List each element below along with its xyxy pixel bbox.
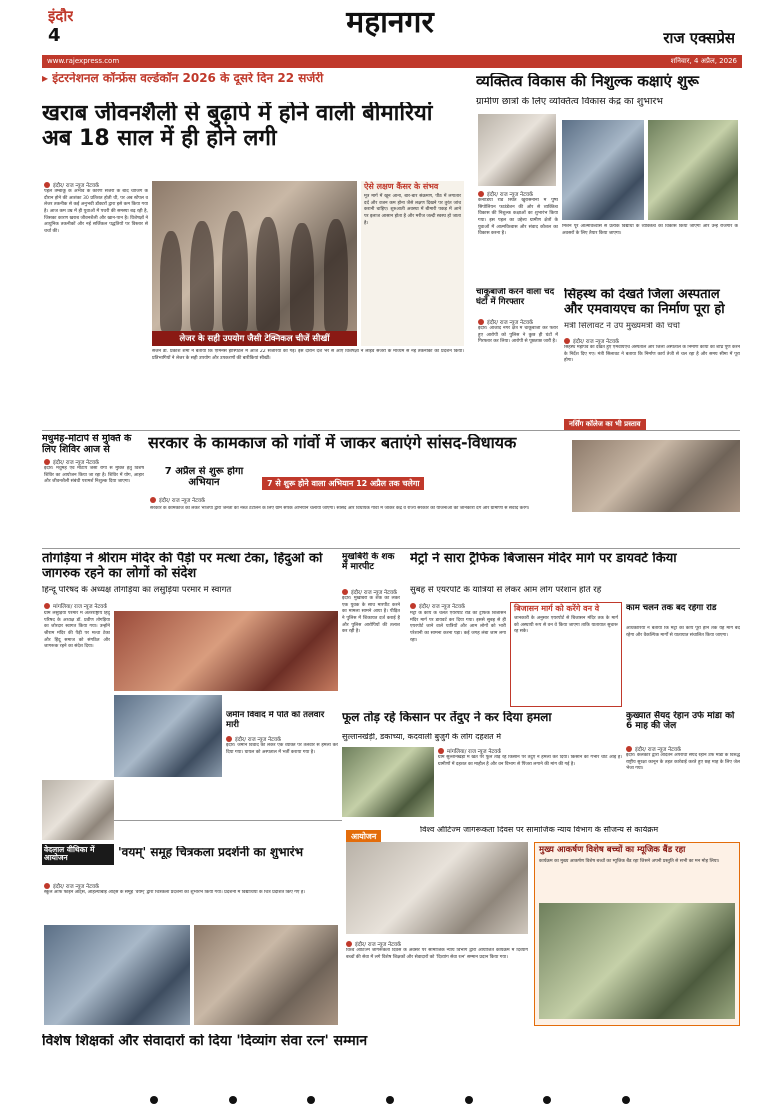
farmer-headline: फूल तोड़ रहे किसान पर तेंदुए ने कर दिया हमला xyxy=(342,711,552,724)
personality-photo-3 xyxy=(648,120,738,220)
obesity-byline-text: इंदौर/ राज न्यूज नेटवर्क xyxy=(53,460,100,466)
togadia-byline-text: मांगलिया/ राज न्यूज नेटवर्क xyxy=(53,604,108,610)
personality-headline: व्यक्तित्व विकास की निशुल्क कक्षाएं शुरू xyxy=(476,73,699,90)
mukhbiri-byline xyxy=(342,588,397,596)
lead-byline-text: इंदौर/ राज न्यूज नेटवर्क xyxy=(53,183,100,189)
issue-date: शनिवार, 4 अप्रैल, 2026 xyxy=(670,57,737,65)
hospital-body: सिंहस्थ महापर्व को देखते हुए एमवायएच अस्पताल और जिला अस्पताल के निर्माण कार्यों को शीघ्र पूर्ण करने के निर्देश दिए गए। मंत्री सिलावट ने बताया कि निर्माण कार्य तेजी से चल रहा है और समय सीमा में पूरा होगा। xyxy=(564,345,740,364)
personality-subhead: ग्रामीण छात्रों के लिए व्यक्तित्व विकास केंद्र का शुभारंभ xyxy=(476,97,663,107)
metro-box-heading: बिजासन मार्ग को करेंगे वन वे xyxy=(514,604,600,613)
govt-callout: 7 अप्रैल से शुरू होगा अभियान xyxy=(164,466,244,489)
aayojan-kicker: विश्व ऑटिज्म जागरूकता दिवस पर सामाजिक न्याय विभाग के सौजन्य से कार्यक्रम xyxy=(420,826,659,834)
obesity-byline xyxy=(44,458,99,466)
chain-body: इंदौर। आजाद नगर क्षेत्र में चाकूबाजी कर फरार हुए आरोपी को पुलिस ने कुछ ही घंटों में गिरफ्तार कर लिया। आरोपी से पूछताछ जारी है। xyxy=(478,326,558,345)
hospital-byline-text: इंदौर/ राज न्यूज नेटवर्क xyxy=(573,339,620,345)
chain-byline xyxy=(478,318,533,326)
masthead-bar xyxy=(42,55,742,68)
metro-byline xyxy=(410,602,465,610)
lead-photo-caption: लेजर के सही उपयोग जैसी टेक्निकल चीजें सीखीं xyxy=(152,331,357,346)
metro-body: मेट्रो के कार्य के चलते एयरपोर्ट रोड का ट्रैफिक बिजासन मंदिर मार्ग पर डायवर्ट कर दिया गया। इससे सुबह से ही एयरपोर्ट जाने वाले यात्रियों और आम लोगों को भारी परेशानी का सामना करना पड़ा। कई जगह लंबा जाम लगा रहा। xyxy=(410,611,506,643)
kusumwa-byline xyxy=(626,745,681,753)
website-link[interactable]: www.rajexpress.com xyxy=(47,57,120,65)
chain-headline: चाकूबाजी करने वाला चंद घंटों में गिरफ्तार xyxy=(476,288,555,307)
farmer-subhead: सुल्तानखेड़ी, डकाच्या, कदवाली बुजुर्ग के लोग दहशत में xyxy=(342,733,502,741)
land-byline xyxy=(226,735,281,743)
govt-byline xyxy=(150,496,205,504)
lead-kicker: ▸ इंटरनेशनल कॉन्फ्रेंस वर्ल्डकॉन 2026 के दूसरे दिन 22 सर्जरी xyxy=(42,72,324,85)
mukhbiri-body: इंदौर। मुखबिरी के शक को लेकर एक युवक के साथ मारपीट करने का मामला सामने आया है। पीड़ित ने पुलिस में शिकायत दर्ज कराई है और पुलिस आरोपियों की तलाश कर रही है। xyxy=(342,596,400,635)
aayojan-headline: विशेष शिक्षकों और सेवादारों को दिया 'दिव्यांग सेवा रत्न' सम्मान xyxy=(42,1034,368,1049)
personality-byline xyxy=(478,190,533,198)
page-number: 4 xyxy=(48,26,61,46)
land-headline: जमीन विवाद में पति को तलवार मारी xyxy=(226,711,325,730)
aayojan-tag-text: आयोजन xyxy=(346,830,381,843)
personality-byline-text: इंदौर/ राज न्यूज नेटवर्क xyxy=(487,192,534,198)
vayam-byline xyxy=(44,882,99,890)
govt-byline-text: इंदौर/ राज न्यूज नेटवर्क xyxy=(159,498,206,504)
hospital-tag xyxy=(564,411,646,430)
aayojan-box xyxy=(534,842,740,1026)
aayojan-box-heading: मुख्य आकर्षण विशेष बच्चों का म्यूजिक बैंड रहा xyxy=(539,845,686,855)
metro-side-heading: काम चलने तक बंद रहेगा रोड xyxy=(626,604,717,613)
aayojan-byline-text: इंदौर/ राज न्यूज नेटवर्क xyxy=(355,942,402,948)
obesity-body: इंदौर। मधुमेह एवं मोटापे जैसी रोगों से मुक्ति हेतु विशेष शिविर का आयोजन किया जा रहा है। शिविर में योग, आहार और जीवनशैली संबंधी परामर्श निशुल्क दिया जाएगा। xyxy=(44,466,144,485)
lead-kicker-text: इंटरनेशनल कॉन्फ्रेंस वर्ल्डकॉन 2026 के दूसरे दिन 22 सर्जरी xyxy=(52,72,324,85)
section-title: महानगर xyxy=(346,6,434,40)
hospital-subhead: मंत्री सिलावट ने उप मुख्यमंत्री की चर्चा xyxy=(564,322,681,331)
metro-box-body: जानकारी के अनुसार एयरपोर्ट से बिजासन मंदिर तक के मार्ग को अस्थायी रूप से वन वे किया जाएगा ताकि यातायात सुचारू रह सके। xyxy=(514,615,618,635)
kusumwa-headline: कुख्यात सैयद रेहान उर्फ मांडा को 6 माह की जेल xyxy=(626,711,735,732)
metro-subhead: सुबह से एयरपोर्ट के यात्रियों से लेकर आम लोग परेशान होते रहे xyxy=(410,586,602,595)
vayam-photo xyxy=(42,780,114,840)
land-body: इंदौर। जमीन विवाद को लेकर एक व्यक्ति पर तलवार से हमला कर दिया गया। घायल को अस्पताल में भर्ती कराया गया है। xyxy=(226,743,338,755)
togadia-byline xyxy=(44,602,107,610)
vayam-tag xyxy=(42,844,114,865)
vayam-headline: 'वयम्' समूह चित्रकला प्रदर्शनी का शुभारंभ xyxy=(118,846,304,859)
togadia-body: ग्राम लसुड़िया परमार में अंतरराष्ट्रीय हिंदू परिषद के अध्यक्ष डॉ. प्रवीण तोगड़िया का जोरदार स्वागत किया गया। उन्होंने श्रीराम मंदिर की पैड़ी पर मत्था टेका और हिंदू समाज को संगठित और जागरूक रहने का संदेश दिया। xyxy=(44,611,110,650)
aayojan-box-photo xyxy=(539,903,735,1019)
lead-sidebox xyxy=(361,181,464,346)
personality-photo-1 xyxy=(478,114,556,186)
mukhbiri-byline-text: इंदौर/ राज न्यूज नेटवर्क xyxy=(351,590,398,596)
metro-headline: मेट्रो ने सारा ट्रैफिक बिजासन मंदिर मार्ग पर डायवर्ट किया xyxy=(410,552,677,566)
city-label: इंदौर xyxy=(48,8,74,25)
metro-side-body: अधिकारियों ने बताया कि मेट्रो का कार्य पूरा होने तक यह मार्ग बंद रहेगा और वैकल्पिक मार्गों से यातायात संचालित किया जाएगा। xyxy=(626,626,740,638)
hospital-byline xyxy=(564,337,619,345)
masthead xyxy=(0,0,778,62)
vayam-tag-text: वेदलाल वीथिका में आयोजन xyxy=(44,845,95,863)
personality-body-2: मिशन पूरे आत्मविश्वास से प्रत्येक विद्यार्थी के व्यक्तित्व का विकास किया जाएगा और उन्हें रोजगार के अवसरों के लिए तैयार किया जाएगा। xyxy=(562,224,738,236)
aayojan-body: विश्व ऑटिज्म जागरूकता दिवस के अवसर पर सामाजिक न्याय विभाग द्वारा आयोजित कार्यक्रम में दिव्यांग बच्चों की सेवा में लगे विशेष शिक्षकों और सेवादारों को 'दिव्यांग सेवा रत्न' सम्मान प्रदान किया गया। xyxy=(346,948,528,960)
govt-sub-badge xyxy=(262,471,562,490)
togadia-headline: तोगड़िया ने श्रीराम मंदिर की पैड़ी पर मत्था टेका, हिंदुओं को जागरुक रहने का लोगों को संदेश xyxy=(42,552,323,581)
farmer-byline xyxy=(438,747,501,755)
govt-sub-badge-text: 7 से शुरू होने वाला अभियान 12 अप्रैल तक चलेगा xyxy=(262,477,424,490)
farmer-photo xyxy=(342,747,434,817)
vayam-photo-2 xyxy=(44,925,190,1025)
metro-byline-text: इंदौर/ राज न्यूज नेटवर्क xyxy=(419,604,466,610)
chain-byline-text: इंदौर/ राज न्यूज नेटवर्क xyxy=(487,320,534,326)
land-photo xyxy=(114,695,222,777)
lead-body-2: सर्जन डॉ. प्रकाश शर्मा ने बताया कि एमिनेंस हॉस्पिटल में आज 22 सर्जरियां की गईं। इस दौरान देश भर से आए विशेषज्ञों ने लाइव सर्जरी के माध्यम से नई तकनीकों का प्रदर्शन किया। प्रतिभागियों ने लेजर के सही उपयोग और उपकरणों की बारीकियां सीखीं। xyxy=(152,349,464,361)
lead-photo xyxy=(152,181,357,346)
personality-photo-2 xyxy=(562,120,644,220)
brand-name: राज एक्सप्रेस xyxy=(663,30,735,47)
govt-headline: सरकार के कामकाज को गांवों में जाकर बताएंगे सांसद-विधायक xyxy=(148,434,517,452)
footer-registration-marks xyxy=(150,1096,630,1104)
hospital-tag-text: नर्सिंग कॉलेज का भी प्रस्ताव xyxy=(564,419,646,430)
personality-body: कनाडिया रोड स्थित खुरासनीनी में पुष्प सिपोलियन फाउंडेशन की ओर से व्यक्तित्व विकास की निशुल्क कक्षाओं का शुभारंभ किया गया। इस पहल का उद्देश्य ग्रामीण क्षेत्रों के युवाओं में आत्मविश्वास और संवाद कौशल का विकास करना है। xyxy=(478,198,558,237)
farmer-byline-text: मांगलिया/ राज न्यूज नेटवर्क xyxy=(447,749,502,755)
kusumwa-byline-text: इंदौर/ राज न्यूज नेटवर्क xyxy=(635,747,682,753)
lead-side-body: मूत्र मार्ग में खून आना, बार-बार संक्रमण, पीठ में लगातार दर्द और वजन कम होना जैसे लक्षण दिखने पर तुरंत जांच करानी चाहिए। शुरुआती अवस्था में बीमारी पकड़ में आने पर इलाज आसान होता है और मरीज जल्दी स्वस्थ हो जाता है। xyxy=(364,193,461,226)
lead-headline: खराब जीवनशैली से बुढ़ापे में होने वाली बीमारियां अब 18 साल में ही होने लगी xyxy=(42,102,433,151)
metro-box xyxy=(510,602,622,707)
togadia-subhead: हिन्दू परिषद के अध्यक्ष तोगड़िया का लसुड़िया परमार में स्वागत xyxy=(42,586,232,595)
aayojan-box-body: कार्यक्रम का मुख्य आकर्षण विशेष बच्चों का म्यूजिक बैंड रहा जिसने अपनी प्रस्तुति से सभी का मन मोह लिया। xyxy=(539,858,720,864)
togadia-photo xyxy=(114,611,338,691)
kusumwa-body: इंदौर। कलेक्टर द्वारा आदतन अपराधी सैयद रेहान उर्फ मांडा के विरुद्ध राष्ट्रीय सुरक्षा कानून के तहत कार्रवाई करते हुए छह माह के लिए जेल भेजा गया। xyxy=(626,753,740,772)
aayojan-photo xyxy=(346,842,528,934)
aayojan-byline xyxy=(346,940,401,948)
aayojan-tag xyxy=(346,824,381,843)
vayam-byline-text: इंदौर/ राज न्यूज नेटवर्क xyxy=(53,884,100,890)
hospital-headline: सिंहस्थ को देखते जिला अस्पताल और एमवायएच का निर्माण पूरा हो xyxy=(564,288,725,317)
vayam-photo-3 xyxy=(194,925,338,1025)
lead-side-heading: ऐसे लक्षण कैंसर के संभव xyxy=(364,182,439,191)
lead-body: पहले तम्बाकू के अभाव के कारण सर्जरी के बाद चार्जिंग के दौरान होने की आशंका 30 प्रतिशत होती थी, पर अब स्टेंपल व लेजर तकनीक से कई अनुभवी डॉक्टरों द्वारा इसे कम किया गया है। आज कम उम्र में ही युवाओं में पथरी की समस्या बढ़ रही है, जिसका कारण खराब जीवनशैली और खान-पान है। विशेषज्ञों ने आधुनिक तकनीकों और नई सर्जिकल पद्धतियों पर विस्तार से चर्चा की। xyxy=(44,189,148,234)
govt-side-photo xyxy=(572,440,740,512)
mukhbiri-headline: मुखबिरी के शक में मारपीट xyxy=(342,552,395,573)
farmer-body: ग्राम सुल्तानखेड़ी में खेत पर फूल तोड़ रहे किसान पर तेंदुए ने हमला कर दिया। किसान को गंभीर चोटें आई हैं। ग्रामीणों में दहशत का माहौल है और वन विभाग से पिंजरा लगाने की मांग की गई है। xyxy=(438,755,622,767)
vayam-body: स्कूल ऑफ फाइन आर्ट्स, अहिल्याबाई आर्ट्स के समूह 'वयम्' द्वारा चित्रकला प्रदर्शनी का शुभारंभ किया गया। प्रदर्शनी में विद्यार्थियों के चित्र प्रदर्शित किए गए हैं। xyxy=(44,890,306,895)
lead-byline xyxy=(44,181,99,189)
obesity-headline: मधुमेह-मोटापे से मुक्ति के लिए शिविर आज से xyxy=(42,434,132,455)
govt-body: सरकार के कामकाज को लेकर भाजपा द्वारा जनता की नब्ज टटोलने के लिए ग्राम संपर्क अभियान चलाया जाएगा। सांसद और विधायक गांवों में जाकर केंद्र व राज्य सरकार की योजनाओं की जानकारी देंगे और ग्रामीणों से संवाद करेंगे। xyxy=(150,506,530,511)
land-byline-text: इंदौर/ राज न्यूज नेटवर्क xyxy=(235,737,282,743)
